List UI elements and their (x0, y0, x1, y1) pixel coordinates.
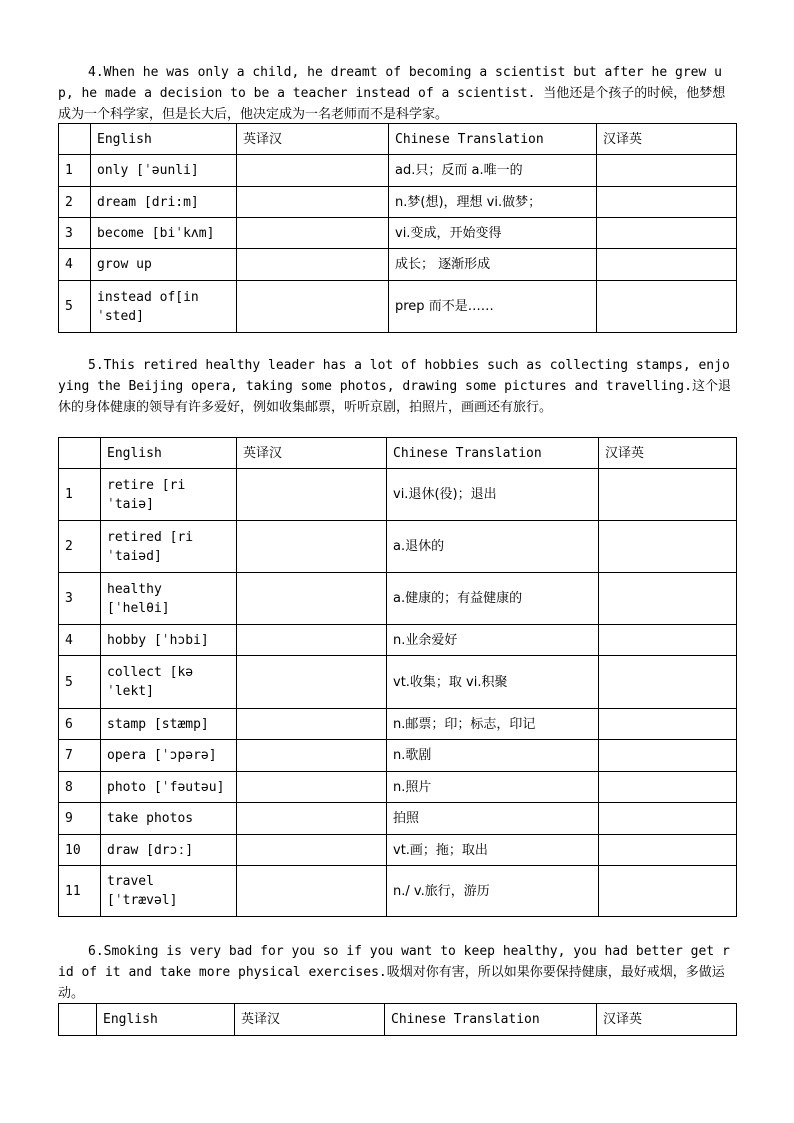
en2zh-answer-cell[interactable] (237, 187, 389, 218)
zh2en-answer-cell[interactable] (599, 469, 737, 521)
row-number: 6 (59, 709, 101, 740)
english-word: healthy [ˈhelθi] (101, 573, 237, 625)
english-word: stamp [stæmp] (101, 709, 237, 740)
zh2en-answer-cell[interactable] (599, 740, 737, 772)
english-word: collect [kəˈlekt] (101, 656, 237, 709)
table-row (59, 835, 737, 866)
header-row (59, 1004, 737, 1036)
chinese-meaning: prep 而不是…… (389, 281, 597, 333)
header-en2zh: 英译汉 (237, 124, 389, 155)
sentence-5-zh: 这个退休的身体健康的领导有许多爱好，例如收集邮票，听听京剧，拍照片，画画还有旅行。 (58, 379, 731, 415)
header-zh2en: 汉译英 (597, 124, 737, 155)
header-number (59, 438, 101, 469)
table-row (59, 709, 737, 740)
en2zh-answer-cell[interactable] (237, 835, 387, 866)
row-number: 5 (59, 281, 91, 333)
chinese-meaning: n.业余爱好 (387, 625, 599, 656)
sentence-5-en: 5.This retired healthy leader has a lot of hobbies such as collecting stamps, enjoying the Beijing opera, taking some photos, drawing some pictures and travelling. (58, 358, 730, 394)
sentence-4-en: 4.When he was only a child, he dreamt of becoming a scientist but after he grew up, he made a decision to be a teacher instead of a scientist. (58, 65, 722, 101)
english-word: dream [dri:m] (91, 187, 237, 218)
row-number: 10 (59, 835, 101, 866)
row-number: 2 (59, 521, 101, 573)
en2zh-answer-cell[interactable] (237, 573, 387, 625)
chinese-meaning: n.歌剧 (387, 740, 599, 772)
en2zh-answer-cell[interactable] (237, 218, 389, 249)
en2zh-answer-cell[interactable] (237, 803, 387, 835)
row-number: 3 (59, 218, 91, 249)
row-number: 4 (59, 625, 101, 656)
table-row (59, 469, 737, 521)
zh2en-answer-cell[interactable] (599, 521, 737, 573)
sentence-4 (58, 62, 736, 125)
table-row (59, 772, 737, 803)
zh2en-answer-cell[interactable] (599, 709, 737, 740)
chinese-meaning: vi.变成，开始变得 (389, 218, 597, 249)
row-number: 4 (59, 249, 91, 281)
header-chinese-translation: Chinese Translation (387, 438, 599, 469)
english-word: photo [ˈfəutəu] (101, 772, 237, 803)
en2zh-answer-cell[interactable] (237, 709, 387, 740)
table-row (59, 803, 737, 835)
chinese-meaning: vt.收集；取 vi.积聚 (387, 656, 599, 709)
row-number: 8 (59, 772, 101, 803)
header-zh2en: 汉译英 (597, 1004, 737, 1036)
table-row (59, 521, 737, 573)
english-word: draw [drɔː] (101, 835, 237, 866)
chinese-meaning: n.照片 (387, 772, 599, 803)
header-row (59, 438, 737, 469)
en2zh-answer-cell[interactable] (237, 249, 389, 281)
en2zh-answer-cell[interactable] (237, 281, 389, 333)
header-row (59, 124, 737, 155)
zh2en-answer-cell[interactable] (599, 866, 737, 917)
english-word: travel [ˈtrævəl] (101, 866, 237, 917)
row-number: 7 (59, 740, 101, 772)
header-english: English (97, 1004, 235, 1036)
zh2en-answer-cell[interactable] (597, 155, 737, 187)
english-word: take photos (101, 803, 237, 835)
english-word: opera [ˈɔpərə] (101, 740, 237, 772)
zh2en-answer-cell[interactable] (599, 573, 737, 625)
english-word: instead of[inˈsted] (91, 281, 237, 333)
header-english: English (101, 438, 237, 469)
row-number: 3 (59, 573, 101, 625)
chinese-meaning: n./ v.旅行，游历 (387, 866, 599, 917)
sentence-5 (58, 355, 736, 418)
zh2en-answer-cell[interactable] (599, 625, 737, 656)
header-english: English (91, 124, 237, 155)
sentence-6-en: 6.Smoking is very bad for you so if you want to keep healthy, you had better get rid of it and take more physical exercises. (58, 944, 730, 980)
en2zh-answer-cell[interactable] (237, 866, 387, 917)
table-row (59, 249, 737, 281)
table-row (59, 281, 737, 333)
english-word: retired [riˈtaiəd] (101, 521, 237, 573)
table-row (59, 155, 737, 187)
table-row (59, 866, 737, 917)
chinese-meaning: ad.只；反而 a.唯一的 (389, 155, 597, 187)
en2zh-answer-cell[interactable] (237, 656, 387, 709)
zh2en-answer-cell[interactable] (599, 656, 737, 709)
zh2en-answer-cell[interactable] (597, 187, 737, 218)
english-word: hobby [ˈhɔbi] (101, 625, 237, 656)
sentence-4-zh: 当他还是个孩子的时候，他梦想成为一个科学家，但是长大后，他决定成为一名老师而不是科学家。 (58, 86, 726, 122)
vocab-table-4 (58, 123, 737, 333)
row-number: 9 (59, 803, 101, 835)
chinese-meaning: a.健康的；有益健康的 (387, 573, 599, 625)
english-word: retire [riˈtaiə] (101, 469, 237, 521)
header-number (59, 124, 91, 155)
table-row (59, 625, 737, 656)
chinese-meaning: 拍照 (387, 803, 599, 835)
row-number: 2 (59, 187, 91, 218)
chinese-meaning: n.邮票；印；标志，印记 (387, 709, 599, 740)
english-word: only [ˈəunli] (91, 155, 237, 187)
zh2en-answer-cell[interactable] (599, 772, 737, 803)
en2zh-answer-cell[interactable] (237, 740, 387, 772)
row-number: 11 (59, 866, 101, 917)
chinese-meaning: a.退休的 (387, 521, 599, 573)
header-chinese-translation: Chinese Translation (389, 124, 597, 155)
zh2en-answer-cell[interactable] (597, 249, 737, 281)
header-chinese-translation: Chinese Translation (385, 1004, 597, 1036)
zh2en-answer-cell[interactable] (597, 218, 737, 249)
vocab-table-5 (58, 437, 737, 917)
row-number: 1 (59, 469, 101, 521)
en2zh-answer-cell[interactable] (237, 521, 387, 573)
zh2en-answer-cell[interactable] (599, 835, 737, 866)
table-row (59, 656, 737, 709)
row-number: 1 (59, 155, 91, 187)
zh2en-answer-cell[interactable] (599, 803, 737, 835)
sentence-6-zh: 吸烟对你有害，所以如果你要保持健康，最好戒烟，多做运动。 (58, 965, 725, 1001)
sentence-6 (58, 941, 736, 1004)
header-en2zh: 英译汉 (235, 1004, 385, 1036)
table-row (59, 573, 737, 625)
row-number: 5 (59, 656, 101, 709)
table-row (59, 740, 737, 772)
en2zh-answer-cell[interactable] (237, 155, 389, 187)
zh2en-answer-cell[interactable] (597, 281, 737, 333)
table-row (59, 218, 737, 249)
header-number (59, 1004, 97, 1036)
chinese-meaning: 成长； 逐渐形成 (389, 249, 597, 281)
vocab-table-6 (58, 1003, 737, 1036)
english-word: become [biˈkʌm] (91, 218, 237, 249)
en2zh-answer-cell[interactable] (237, 772, 387, 803)
en2zh-answer-cell[interactable] (237, 625, 387, 656)
chinese-meaning: vt.画；拖；取出 (387, 835, 599, 866)
table-row (59, 187, 737, 218)
en2zh-answer-cell[interactable] (237, 469, 387, 521)
header-en2zh: 英译汉 (237, 438, 387, 469)
chinese-meaning: vi.退休(役)；退出 (387, 469, 599, 521)
header-zh2en: 汉译英 (599, 438, 737, 469)
english-word: grow up (91, 249, 237, 281)
chinese-meaning: n.梦(想)，理想 vi.做梦； (389, 187, 597, 218)
